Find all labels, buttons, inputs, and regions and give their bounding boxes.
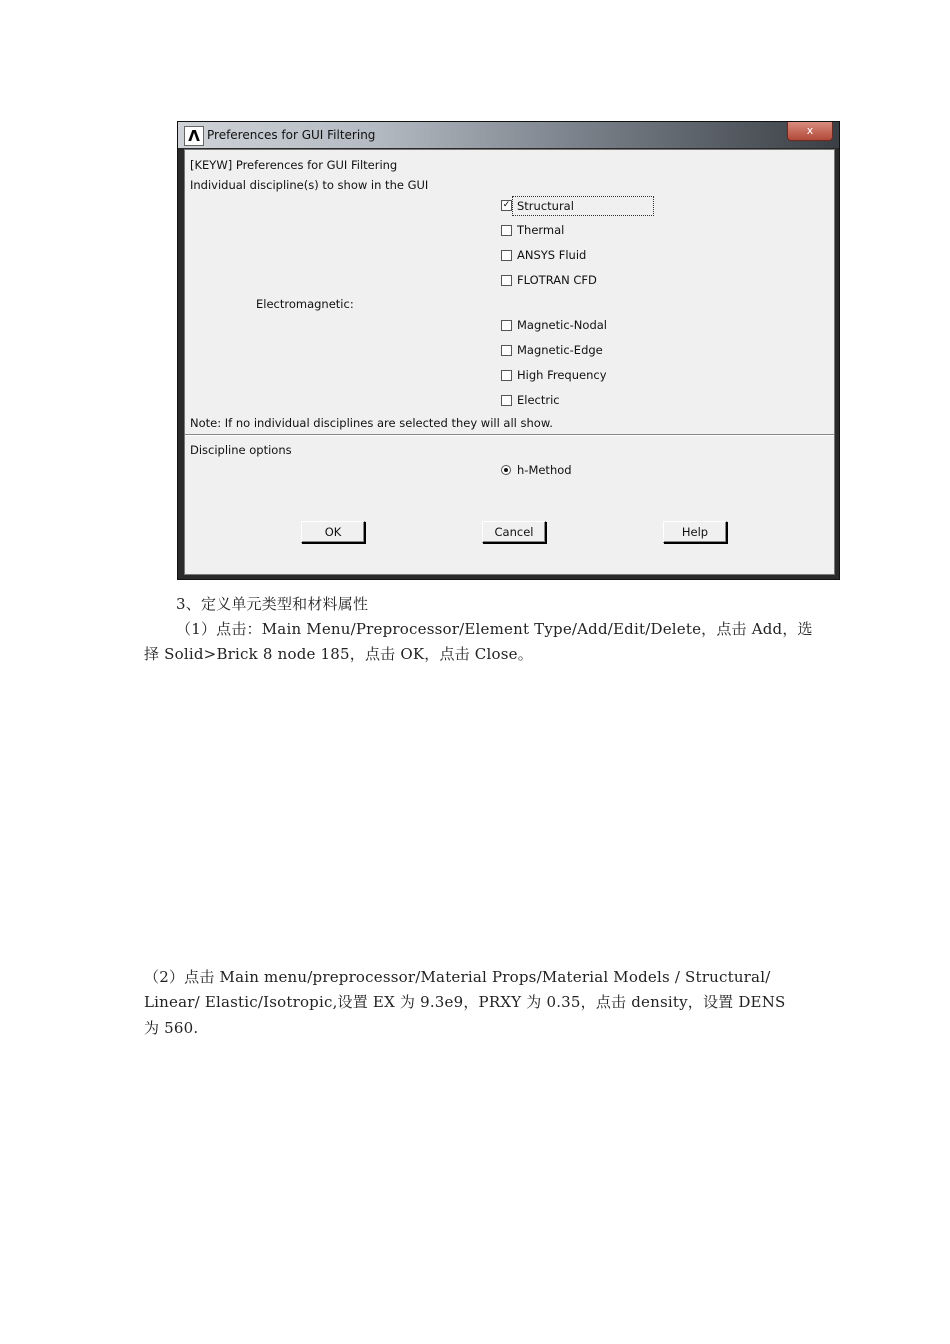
step2-line3: 为 560. bbox=[144, 1019, 199, 1037]
dialog-body bbox=[184, 149, 835, 575]
ansys-logo-icon: Λ bbox=[184, 126, 204, 146]
thermal-checkbox[interactable] bbox=[501, 225, 512, 236]
magnetic-edge-label[interactable]: Magnetic-Edge bbox=[517, 343, 603, 357]
high-frequency-label[interactable]: High Frequency bbox=[517, 368, 607, 382]
cancel-button[interactable]: Cancel bbox=[482, 521, 546, 543]
electric-label[interactable]: Electric bbox=[517, 393, 560, 407]
step2-line1: （2）点击 Main menu/preprocessor/Material Props/Material Models / Structural/ bbox=[144, 968, 771, 986]
electromagnetic-label: Electromagnetic: bbox=[256, 297, 354, 311]
step1-line2: 择 Solid>Brick 8 node 185，点击 OK，点击 Close。 bbox=[144, 645, 533, 663]
options-heading: Discipline options bbox=[190, 443, 292, 457]
disciplines-subheading: Individual discipline(s) to show in the GUI bbox=[190, 178, 429, 192]
flotran-cfd-checkbox[interactable] bbox=[501, 275, 512, 286]
high-frequency-checkbox[interactable] bbox=[501, 370, 512, 381]
preferences-dialog bbox=[177, 121, 840, 580]
help-button[interactable]: Help bbox=[663, 521, 727, 543]
ansys-fluid-label[interactable]: ANSYS Fluid bbox=[517, 248, 587, 262]
magnetic-nodal-checkbox[interactable] bbox=[501, 320, 512, 331]
section-divider bbox=[185, 434, 834, 436]
magnetic-nodal-label[interactable]: Magnetic-Nodal bbox=[517, 318, 607, 332]
title-bar[interactable] bbox=[178, 122, 839, 148]
flotran-cfd-label[interactable]: FLOTRAN CFD bbox=[517, 273, 597, 287]
h-method-label[interactable]: h-Method bbox=[517, 463, 572, 477]
thermal-label[interactable]: Thermal bbox=[517, 223, 565, 237]
dialog-heading: [KEYW] Preferences for GUI Filtering bbox=[190, 158, 398, 172]
ansys-fluid-checkbox[interactable] bbox=[501, 250, 512, 261]
section-heading: 3、定义单元类型和材料属性 bbox=[176, 595, 369, 613]
structural-checkbox[interactable]: ✓ bbox=[502, 200, 511, 210]
h-method-radio[interactable] bbox=[501, 465, 511, 475]
electric-checkbox[interactable] bbox=[501, 395, 512, 406]
step1-line1: （1）点击：Main Menu/Preprocessor/Element Type/Add/Edit/Delete，点击 Add，选 bbox=[176, 620, 813, 638]
structural-label[interactable]: Structural bbox=[517, 199, 574, 213]
magnetic-edge-checkbox[interactable] bbox=[501, 345, 512, 356]
radio-selected-dot bbox=[504, 468, 508, 472]
filter-note: Note: If no individual disciplines are selected they will all show. bbox=[190, 416, 553, 430]
step2-line2: Linear/ Elastic/Isotropic,设置 EX 为 9.3e9，PRXY 为 0.35，点击 density，设置 DENS bbox=[144, 993, 786, 1011]
close-button[interactable]: x bbox=[787, 122, 833, 141]
ok-button[interactable]: OK bbox=[301, 521, 365, 543]
dialog-title: Preferences for GUI Filtering bbox=[207, 128, 376, 142]
